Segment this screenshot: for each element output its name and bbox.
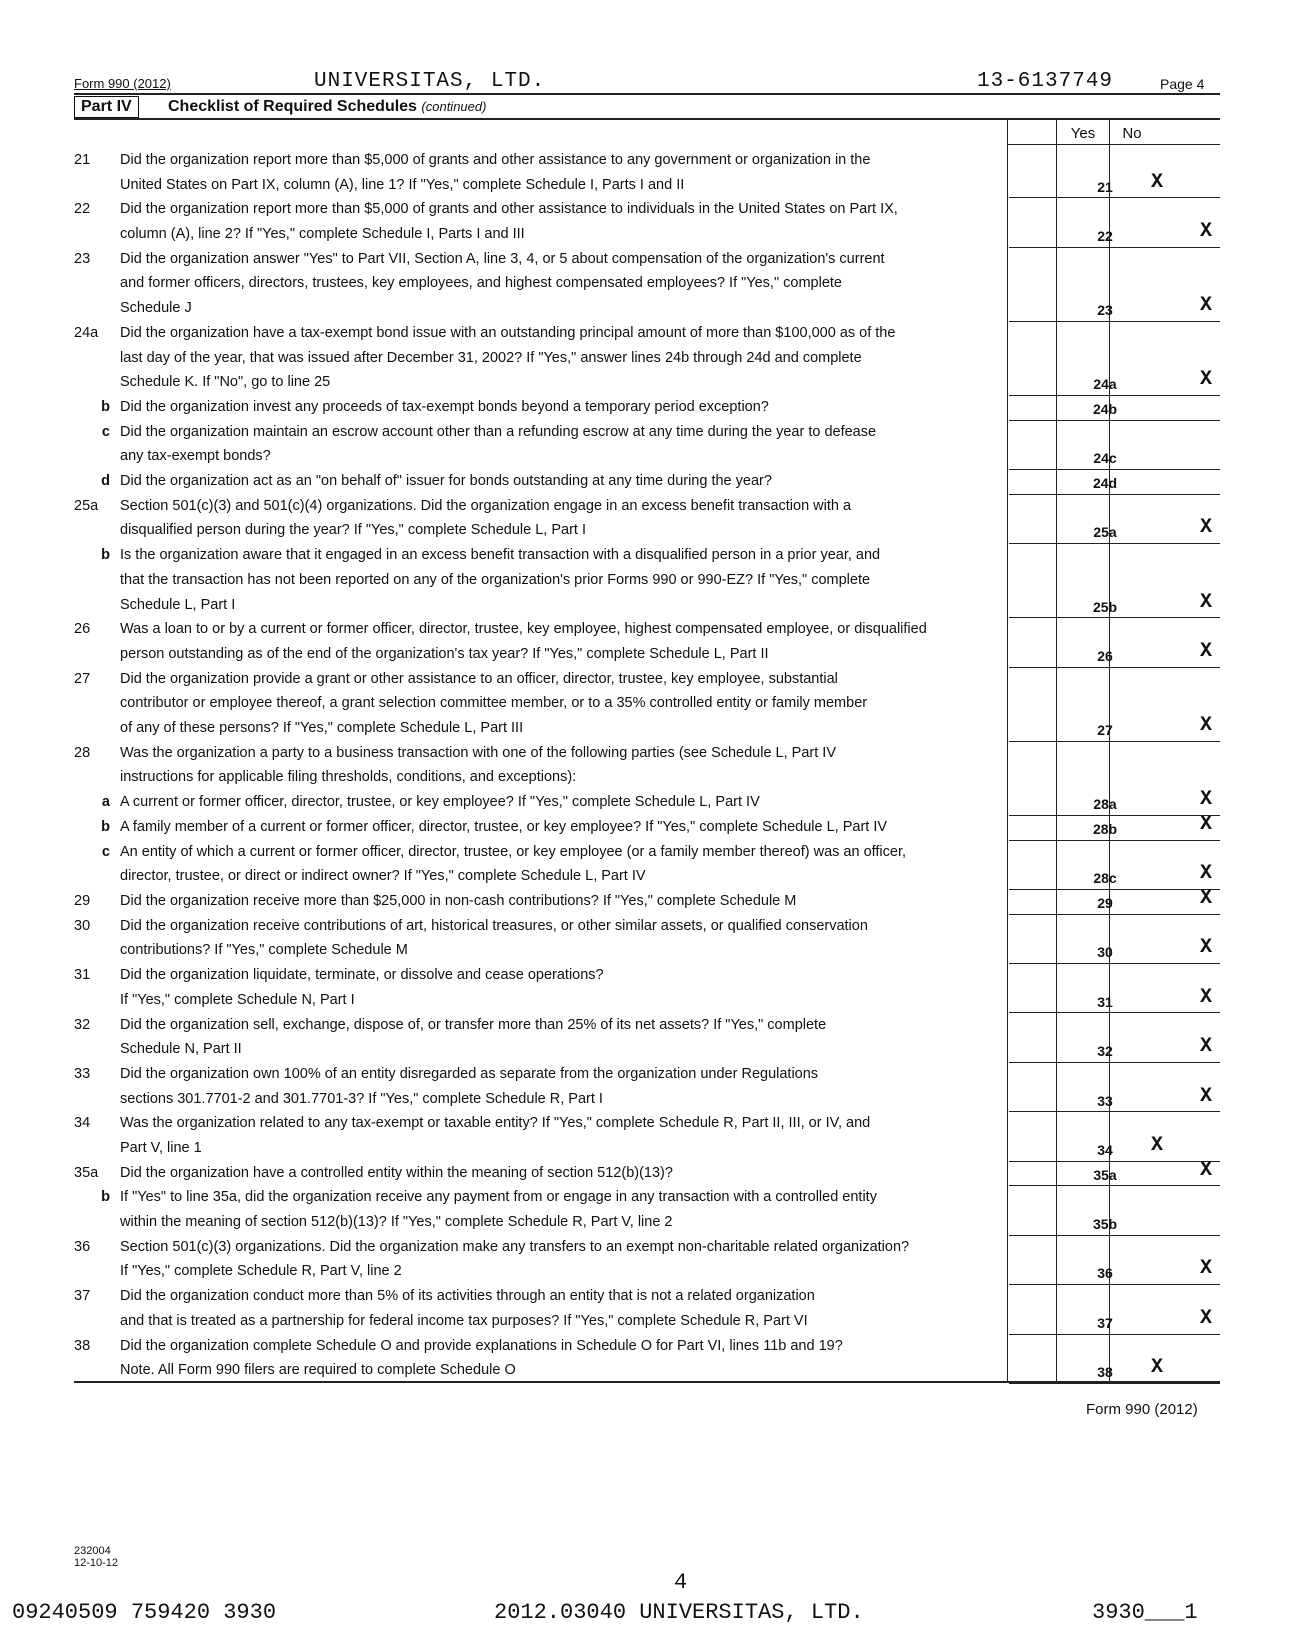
item-text-line: An entity of which a current or former officer, director, trustee, or key employee (or a family member thereof) was an officer, (120, 843, 907, 860)
item-text-line: Did the organization have a tax-exempt bond issue with an outstanding principal amount of more than $100,000 as of the (120, 324, 896, 341)
item-number: 38 (74, 1337, 91, 1354)
item-text-line: United States on Part IX, column (A), line 1? If "Yes," complete Schedule I, Parts I and II (120, 176, 685, 193)
line-reference: 24a (1093, 376, 1117, 393)
checklist-item (74, 494, 1220, 543)
item-number: 22 (74, 201, 91, 218)
no-checkbox[interactable]: X (1199, 1257, 1212, 1281)
item-text-line: Schedule K. If "No", go to line 25 (120, 374, 331, 391)
item-text-line: Section 501(c)(3) organizations. Did the organization make any transfers to an exempt non-charitable related organization? (120, 1238, 910, 1255)
item-text-line: disqualified person during the year? If "Yes," complete Schedule L, Part I (120, 522, 586, 539)
item-number: 23 (74, 250, 91, 267)
checklist-item (74, 889, 1220, 914)
line-reference: 24c (1093, 450, 1117, 467)
checklist-item (74, 148, 1220, 197)
footer-form-label: Form 990 (2012) (1086, 1401, 1198, 1418)
item-text-line: contributor or employee thereof, a grant selection committee member, or to a 35% controlled entity or family member (120, 695, 868, 712)
bottom-rule (74, 1381, 1220, 1383)
line-reference: 37 (1097, 1314, 1113, 1331)
checklist-item (74, 1013, 1220, 1062)
checklist-item (74, 1284, 1220, 1333)
header-rule (74, 93, 1220, 95)
item-text-line: that the transaction has not been reported on any of the organization's prior Forms 990 or 990-EZ? If "Yes," complete (120, 571, 871, 588)
checklist-item (74, 420, 1220, 469)
no-checkbox[interactable]: X (1199, 936, 1212, 960)
item-number: 30 (74, 917, 91, 934)
no-column-header: No (1122, 125, 1142, 142)
form-code-1: 232004 (74, 1545, 111, 1557)
item-text-line: Did the organization complete Schedule O and provide explanations in Schedule O for Part VI, lines 11b and 19? (120, 1337, 843, 1354)
part-title-suffix: (continued) (421, 99, 487, 114)
item-text-line: Did the organization act as an "on behalf of" issuer for bonds outstanding at any time during the year? (120, 473, 772, 490)
form-code-2: 12-10-12 (74, 1557, 119, 1569)
item-number: 29 (74, 893, 91, 909)
item-sub-letter: c (101, 423, 110, 440)
part-title-text: Checklist of Required Schedules (168, 98, 417, 115)
item-sub-letter: b (101, 547, 110, 564)
item-text-line: contributions? If "Yes," complete Schedule M (120, 942, 408, 959)
no-checkbox[interactable]: X (1199, 1158, 1212, 1182)
item-text-line: Did the organization report more than $5,000 of grants and other assistance to individuals in the United States on Part IX, (120, 201, 898, 218)
line-reference: 25a (1093, 524, 1117, 541)
yes-checkbox[interactable]: X (1150, 170, 1163, 194)
item-text-line: within the meaning of section 512(b)(13)? If "Yes," complete Schedule R, Part V, line 2 (120, 1214, 673, 1231)
checklist-item (74, 617, 1220, 666)
item-text-line: instructions for applicable filing thresholds, conditions, and exceptions): (120, 769, 577, 786)
item-text-line: person outstanding as of the end of the organization's tax year? If "Yes," complete Schedule L, Part II (120, 645, 769, 662)
item-sub-letter: b (101, 818, 110, 835)
line-reference: 38 (1097, 1364, 1113, 1381)
checklist-item (74, 1062, 1220, 1111)
item-text-line: and former officers, directors, trustees, key employees, and highest compensated employees? If "Yes," complete (120, 275, 842, 292)
item-text-line: Schedule N, Part II (120, 1041, 242, 1058)
no-checkbox[interactable]: X (1199, 812, 1212, 836)
item-text-line: Section 501(c)(3) and 501(c)(4) organizations. Did the organization engage in an excess benefit transaction with a (120, 497, 852, 514)
checklist-item (74, 321, 1220, 395)
yes-checkbox[interactable]: X (1150, 1133, 1163, 1157)
item-text-line: Did the organization liquidate, terminate, or dissolve and cease operations? (120, 967, 604, 984)
no-checkbox[interactable]: X (1199, 985, 1212, 1009)
line-reference: 28c (1093, 870, 1117, 887)
item-text-line: Did the organization report more than $5,000 of grants and other assistance to any government or organization in the (120, 152, 871, 168)
line-reference: 33 (1097, 1092, 1113, 1109)
item-sub-letter: d (101, 473, 110, 490)
item-number: 25a (74, 497, 99, 514)
item-text-line: Schedule J (120, 300, 192, 317)
no-checkbox[interactable]: X (1199, 639, 1212, 663)
item-number: 21 (74, 152, 91, 168)
line-reference: 35a (1093, 1166, 1117, 1183)
item-text-line: Was the organization related to any tax-exempt or taxable entity? If "Yes," complete Schedule R, Part II, III, or IV, and (120, 1115, 871, 1132)
line-reference: 27 (1097, 722, 1113, 739)
item-text-line: sections 301.7701-2 and 301.7701-3? If "Yes," complete Schedule R, Part I (120, 1090, 603, 1107)
item-text-line: Did the organization provide a grant or other assistance to an officer, director, trustee, key employee, substantial (120, 670, 838, 687)
checklist-item (74, 543, 1220, 617)
item-text-line: any tax-exempt bonds? (120, 448, 271, 465)
part-rule (74, 118, 1220, 120)
item-text-line: Did the organization invest any proceeds of tax-exempt bonds beyond a temporary period exception? (120, 399, 769, 415)
page-label: Page 4 (1160, 76, 1205, 92)
item-text-line: Did the organization conduct more than 5% of its activities through an entity that is not a related organization (120, 1288, 815, 1305)
item-text-line: Was the organization a party to a business transaction with one of the following parties (see Schedule L, Part IV (120, 744, 837, 761)
item-number: 27 (74, 670, 91, 687)
item-number: 31 (74, 967, 91, 984)
line-reference: 35b (1092, 1216, 1118, 1233)
part-number: Part IV (74, 96, 139, 118)
item-number: 36 (74, 1238, 91, 1255)
item-sub-letter: b (101, 399, 110, 415)
item-text-line: column (A), line 2? If "Yes," complete Schedule I, Parts I and III (120, 226, 525, 243)
item-text-line: Is the organization aware that it engaged in an excess benefit transaction with a disqualified person in a prior year, and (120, 547, 881, 564)
item-number: 32 (74, 1016, 91, 1033)
no-checkbox[interactable]: X (1199, 220, 1212, 244)
no-checkbox[interactable]: X (1199, 1084, 1212, 1108)
page-number: 4 (674, 1570, 688, 1595)
item-text-line: Did the organization answer "Yes" to Part VII, Section A, line 3, 4, or 5 about compensation of the organization's current (120, 250, 885, 267)
item-sub-letter: a (101, 794, 110, 811)
item-text-line: Did the organization own 100% of an entity disregarded as separate from the organization under Regulations (120, 1065, 819, 1082)
no-checkbox[interactable]: X (1199, 788, 1212, 812)
no-checkbox[interactable]: X (1199, 294, 1212, 318)
line-reference: 30 (1097, 944, 1113, 961)
no-checkbox[interactable]: X (1199, 516, 1212, 540)
no-checkbox[interactable]: X (1199, 1035, 1212, 1059)
no-checkbox[interactable]: X (1199, 368, 1212, 392)
checklist-item (74, 1111, 1220, 1160)
item-text-line: If "Yes," complete Schedule N, Part I (120, 991, 355, 1008)
part-title (168, 96, 486, 118)
no-checkbox[interactable]: X (1199, 1306, 1212, 1330)
item-text-line: Did the organization have a controlled entity within the meaning of section 512(b)(13)? (120, 1164, 673, 1181)
checklist-item (74, 667, 1220, 741)
no-checkbox[interactable]: X (1199, 714, 1212, 738)
sequence-number: 3930___1 (1092, 1600, 1198, 1625)
checklist-item (74, 1158, 1220, 1186)
checklist-item (74, 469, 1220, 494)
line-reference: 29 (1097, 895, 1113, 911)
item-text-line: Did the organization receive more than $25,000 in non-cash contributions? If "Yes," complete Schedule M (120, 893, 797, 909)
line-reference: 32 (1097, 1043, 1113, 1060)
checklist-item (74, 914, 1220, 963)
checklist-item (74, 395, 1220, 420)
item-number: 28 (74, 744, 91, 761)
item-text-line: director, trustee, or direct or indirect owner? If "Yes," complete Schedule L, Part IV (120, 868, 646, 885)
item-text-line: and that is treated as a partnership for federal income tax purposes? If "Yes," complete Schedule R, Part VI (120, 1312, 808, 1329)
line-reference: 24d (1092, 475, 1118, 492)
item-number: 24a (74, 324, 99, 341)
item-text-line: last day of the year, that was issued after December 31, 2002? If "Yes," answer lines 24b through 24d and complete (120, 349, 862, 366)
checklist-item (74, 840, 1220, 889)
item-text-line: Did the organization receive contributions of art, historical treasures, or other similar assets, or qualified conservation (120, 917, 868, 934)
checklist-item (74, 247, 1220, 321)
item-text-line: Schedule L, Part I (120, 596, 236, 613)
no-checkbox[interactable]: X (1199, 590, 1212, 614)
organization-name: UNIVERSITAS, LTD. (314, 70, 546, 93)
checklist-item (74, 790, 1220, 815)
line-reference: 31 (1097, 993, 1113, 1010)
checklist-item (74, 812, 1220, 840)
item-text-line: A family member of a current or former officer, director, trustee, or key employee? If "Yes," complete Schedule L, Part IV (120, 818, 888, 835)
item-text-line: Note. All Form 990 filers are required to complete Schedule O (120, 1362, 516, 1379)
checklist-item (74, 1185, 1220, 1234)
item-text-line: Part V, line 1 (120, 1139, 202, 1156)
line-reference: 24b (1092, 401, 1118, 417)
item-text-line: of any of these persons? If "Yes," complete Schedule L, Part III (120, 720, 524, 737)
item-text-line: Was a loan to or by a current or former officer, director, trustee, key employee, highest compensated employee, or disqualified (120, 621, 927, 638)
form-code (74, 1545, 118, 1569)
checklist-item (74, 197, 1220, 246)
checklist-item (74, 963, 1220, 1012)
item-number: 35a (74, 1164, 99, 1181)
checklist-item (74, 741, 1220, 790)
line-reference: 36 (1097, 1265, 1113, 1282)
line-reference: 34 (1097, 1141, 1113, 1158)
item-text-line: If "Yes" to line 35a, did the organization receive any payment from or engage in any transaction with a controlled entity (120, 1189, 877, 1206)
yes-column-header: Yes (1070, 125, 1096, 142)
yes-checkbox[interactable]: X (1150, 1356, 1163, 1380)
checklist-item (74, 1235, 1220, 1284)
no-checkbox[interactable]: X (1199, 862, 1212, 886)
return-id: 2012.03040 UNIVERSITAS, LTD. (494, 1600, 864, 1625)
row-rule (1009, 1383, 1220, 1384)
item-text-line: Did the organization sell, exchange, dispose of, or transfer more than 25% of its net assets? If "Yes," complete (120, 1016, 827, 1033)
item-number: 34 (74, 1115, 91, 1132)
ein: 13-6137749 (977, 70, 1114, 93)
line-reference: 23 (1097, 302, 1113, 319)
item-sub-letter: b (101, 1189, 110, 1206)
item-sub-letter: c (101, 843, 110, 860)
batch-number: 09240509 759420 3930 (12, 1600, 277, 1625)
line-reference: 21 (1097, 178, 1113, 195)
form-label: Form 990 (2012) (74, 76, 171, 91)
item-number: 26 (74, 621, 91, 638)
item-number: 37 (74, 1288, 91, 1305)
line-reference: 28b (1092, 820, 1118, 837)
checklist-item (74, 1334, 1220, 1383)
line-reference: 25b (1092, 598, 1118, 615)
column-header-rule (1007, 144, 1220, 145)
no-checkbox[interactable]: X (1199, 887, 1212, 910)
item-text-line: If "Yes," complete Schedule R, Part V, line 2 (120, 1263, 402, 1280)
item-text-line: Did the organization maintain an escrow account other than a refunding escrow at any time during the year to defease (120, 423, 877, 440)
item-text-line: A current or former officer, director, trustee, or key employee? If "Yes," complete Schedule L, Part IV (120, 794, 760, 811)
line-reference: 28a (1093, 796, 1117, 813)
item-number: 33 (74, 1065, 91, 1082)
line-reference: 22 (1097, 228, 1113, 245)
part-header (74, 96, 1220, 118)
line-reference: 26 (1097, 647, 1113, 664)
